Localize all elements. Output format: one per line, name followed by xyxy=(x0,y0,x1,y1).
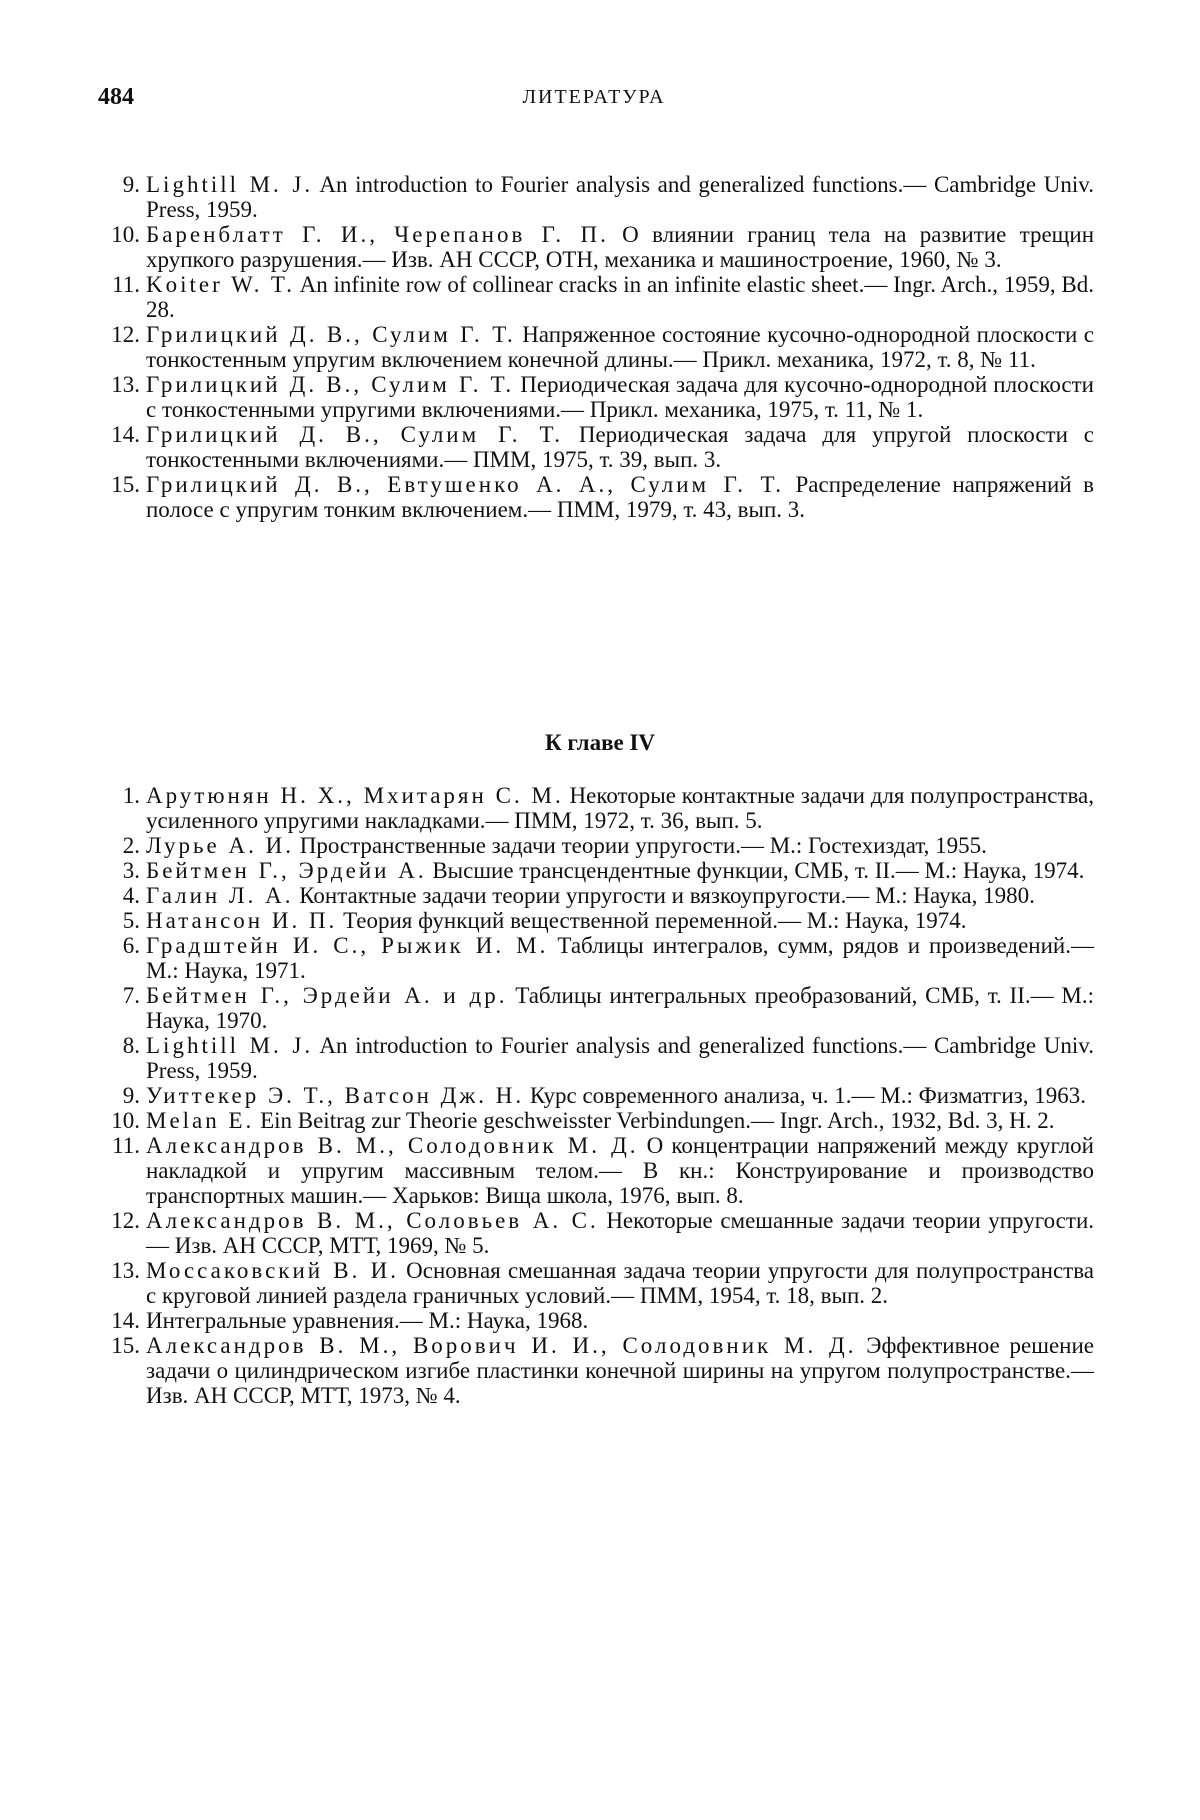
reference-authors: Уиттекер Э. Т., Ватсон Дж. Н. xyxy=(146,1083,525,1108)
reference-number: 8. xyxy=(122,1033,140,1058)
reference-number: 10. xyxy=(111,222,140,247)
reference-item xyxy=(92,933,1094,983)
reference-number: 9. xyxy=(122,172,140,197)
reference-number: 14. xyxy=(111,422,140,447)
reference-text: An introduction to Fourier analysis and generalized functions.— Cambridge Univ. Press, 1959. xyxy=(146,1033,1094,1083)
reference-item xyxy=(92,1308,1094,1333)
reference-item xyxy=(92,1083,1094,1108)
reference-text: An introduction to Fourier analysis and generalized functions.— Cambridge Univ. Press, 1959. xyxy=(146,172,1094,222)
reference-item xyxy=(92,783,1094,833)
reference-authors: Александров В. М., Солодовник М. Д. xyxy=(146,1133,639,1158)
reference-authors: Lightill M. J. xyxy=(146,1033,314,1058)
section-heading: К главе IV xyxy=(544,730,656,755)
reference-text: Напряженное состояние кусочно-однородной плоскости с тонкостенным упругим включением конечной длины.— Прикл. механика, 1972, т. 8, № 11. xyxy=(146,322,1094,372)
page-header xyxy=(98,84,1090,114)
reference-authors: Александров В. М., Соловьев А. С. xyxy=(146,1208,599,1233)
reference-text: Интегральные уравнения.— М.: Наука, 1968. xyxy=(146,1308,589,1333)
reference-authors: Lightill M. J. xyxy=(146,172,314,197)
reference-text: Периодическая задача для кусочно-однородной плоскости с тонкостенными упругими включениями.— Прикл. механика, 1975, т. 11, № 1. xyxy=(146,372,1094,422)
reference-authors: Лурье А. И. xyxy=(146,833,294,858)
reference-authors: Градштейн И. С., Рыжик И. М. xyxy=(146,933,549,958)
reference-authors: Грилицкий Д. В., Сулим Г. Т. xyxy=(146,372,515,397)
reference-authors: Koiter W. T. xyxy=(146,272,296,297)
page-number: 484 xyxy=(98,84,134,110)
reference-number: 13. xyxy=(111,1258,140,1283)
reference-text: An infinite row of collinear cracks in an infinite elastic sheet.— Ingr. Arch., 1959, Bd. 28. xyxy=(146,272,1094,322)
reference-item xyxy=(92,272,1094,322)
reference-number: 10. xyxy=(111,1108,140,1133)
reference-item xyxy=(92,1258,1094,1308)
reference-item xyxy=(92,1133,1094,1208)
running-head: ЛИТЕРАТУРА xyxy=(522,86,666,108)
reference-text: Ein Beitrag zur Theorie geschweisster Verbindungen.— Ingr. Arch., 1932, Bd. 3, H. 2. xyxy=(254,1108,1055,1133)
reference-authors: Баренблатт Г. И., Черепанов Г. П. xyxy=(146,222,609,247)
reference-text: Пространственные задачи теории упругости.— М.: Гостехиздат, 1955. xyxy=(293,833,987,858)
reference-text: Основная смешанная задача теории упругости для полупространства с круговой линией раздела граничных условий.— ПММ, 1954, т. 18, вып. 2. xyxy=(146,1258,1094,1308)
reference-number: 5. xyxy=(122,908,140,933)
reference-text: О влиянии границ тела на развитие трещин хрупкого разрушения.— Изв. АН СССР, ОТН, механика и машиностроение, 1960, № 3. xyxy=(146,222,1095,272)
reference-number: 1. xyxy=(122,783,140,808)
reference-number: 12. xyxy=(111,1208,140,1233)
reference-item xyxy=(92,172,1094,222)
reference-text: Периодическая задача для упругой плоскости с тонкостенными включениями.— ПММ, 1975, т. 39, вып. 3. xyxy=(146,422,1095,472)
reference-authors: Александров В. М., Ворович И. И., Солодовник М. Д. xyxy=(146,1333,857,1358)
reference-text: Таблицы интегральных преобразований, СМБ, т. II.— М.: Наука, 1970. xyxy=(146,983,1094,1033)
reference-item xyxy=(92,1033,1094,1083)
reference-authors: Грилицкий Д. В., Евтушенко А. А., Сулим Г. Т. xyxy=(146,472,785,497)
reference-text: Теория функций вещественной переменной.— М.: Наука, 1974. xyxy=(337,908,967,933)
reference-text: Некоторые контактные задачи для полупространства, усиленного упругими накладками.— ПММ, 1972, т. 36, вып. 5. xyxy=(146,783,1095,833)
reference-item xyxy=(92,883,1094,908)
reference-text: Курс современного анализа, ч. 1.— М.: Физматгиз, 1963. xyxy=(524,1083,1087,1108)
reference-authors: Бейтмен Г., Эрдейи А. xyxy=(146,858,427,883)
reference-item xyxy=(92,833,1094,858)
reference-number: 6. xyxy=(122,933,140,958)
reference-item xyxy=(92,1108,1094,1133)
reference-text: Эффективное решение задачи о цилиндрическом изгибе пластинки конечной ширины на упругом полупространстве.— Изв. АН СССР, МТТ, 1973, № 4. xyxy=(146,1333,1094,1408)
reference-item xyxy=(92,858,1094,883)
reference-authors: Грилицкий Д. В., Сулим Г. Т. xyxy=(146,422,563,447)
reference-text: Таблицы интегралов, сумм, рядов и произведений.— М.: Наука, 1971. xyxy=(146,933,1094,983)
reference-number: 15. xyxy=(111,1333,140,1358)
reference-authors: Грилицкий Д. В., Сулим Г. Т. xyxy=(146,322,516,347)
reference-text: О концентрации напряжений между круглой накладкой и упругим массивным телом.— В кн.: Конструирование и производство транспортных машин.— Харьков: Вища школа, 1976, вып. 8. xyxy=(146,1133,1094,1208)
reference-number: 7. xyxy=(122,983,140,1008)
reference-number: 13. xyxy=(111,372,140,397)
reference-item xyxy=(92,322,1094,372)
reference-number: 15. xyxy=(111,472,140,497)
reference-item xyxy=(92,1208,1094,1258)
reference-number: 11. xyxy=(112,1133,140,1158)
reference-authors: Натансон И. П. xyxy=(146,908,338,933)
reference-item xyxy=(92,908,1094,933)
reference-number: 11. xyxy=(112,272,140,297)
reference-item xyxy=(92,1333,1094,1408)
reference-item xyxy=(92,472,1094,522)
reference-list-chapter-4 xyxy=(92,783,1094,1408)
reference-item xyxy=(92,983,1094,1033)
reference-number: 4. xyxy=(122,883,140,908)
reference-authors: Бейтмен Г., Эрдейи А. и др. xyxy=(146,983,508,1008)
reference-number: 3. xyxy=(122,858,140,883)
reference-number: 2. xyxy=(122,833,140,858)
reference-item xyxy=(92,372,1094,422)
reference-item xyxy=(92,222,1094,272)
reference-authors: Галин Л. А. xyxy=(146,883,294,908)
reference-text: Распределение напряжений в полосе с упругим тонким включением.— ПММ, 1979, т. 43, вып. 3. xyxy=(146,472,1094,522)
reference-text: Некоторые смешанные задачи теории упругости.— Изв. АН СССР, МТТ, 1969, № 5. xyxy=(146,1208,1094,1258)
reference-authors: Моссаковский В. И. xyxy=(146,1258,399,1283)
reference-authors: Арутюнян Н. Х., Мхитарян С. М. xyxy=(146,783,564,808)
reference-item xyxy=(92,422,1094,472)
reference-authors: Melan E. xyxy=(146,1108,255,1133)
reference-list-previous-chapter xyxy=(92,172,1094,522)
reference-text: Контактные задачи теории упругости и вязкоупругости.— М.: Наука, 1980. xyxy=(293,883,1035,908)
reference-text: Высшие трансцендентные функции, СМБ, т. II.— М.: Наука, 1974. xyxy=(426,858,1085,883)
reference-number: 14. xyxy=(111,1308,140,1333)
reference-number: 9. xyxy=(122,1083,140,1108)
reference-number: 12. xyxy=(111,322,140,347)
